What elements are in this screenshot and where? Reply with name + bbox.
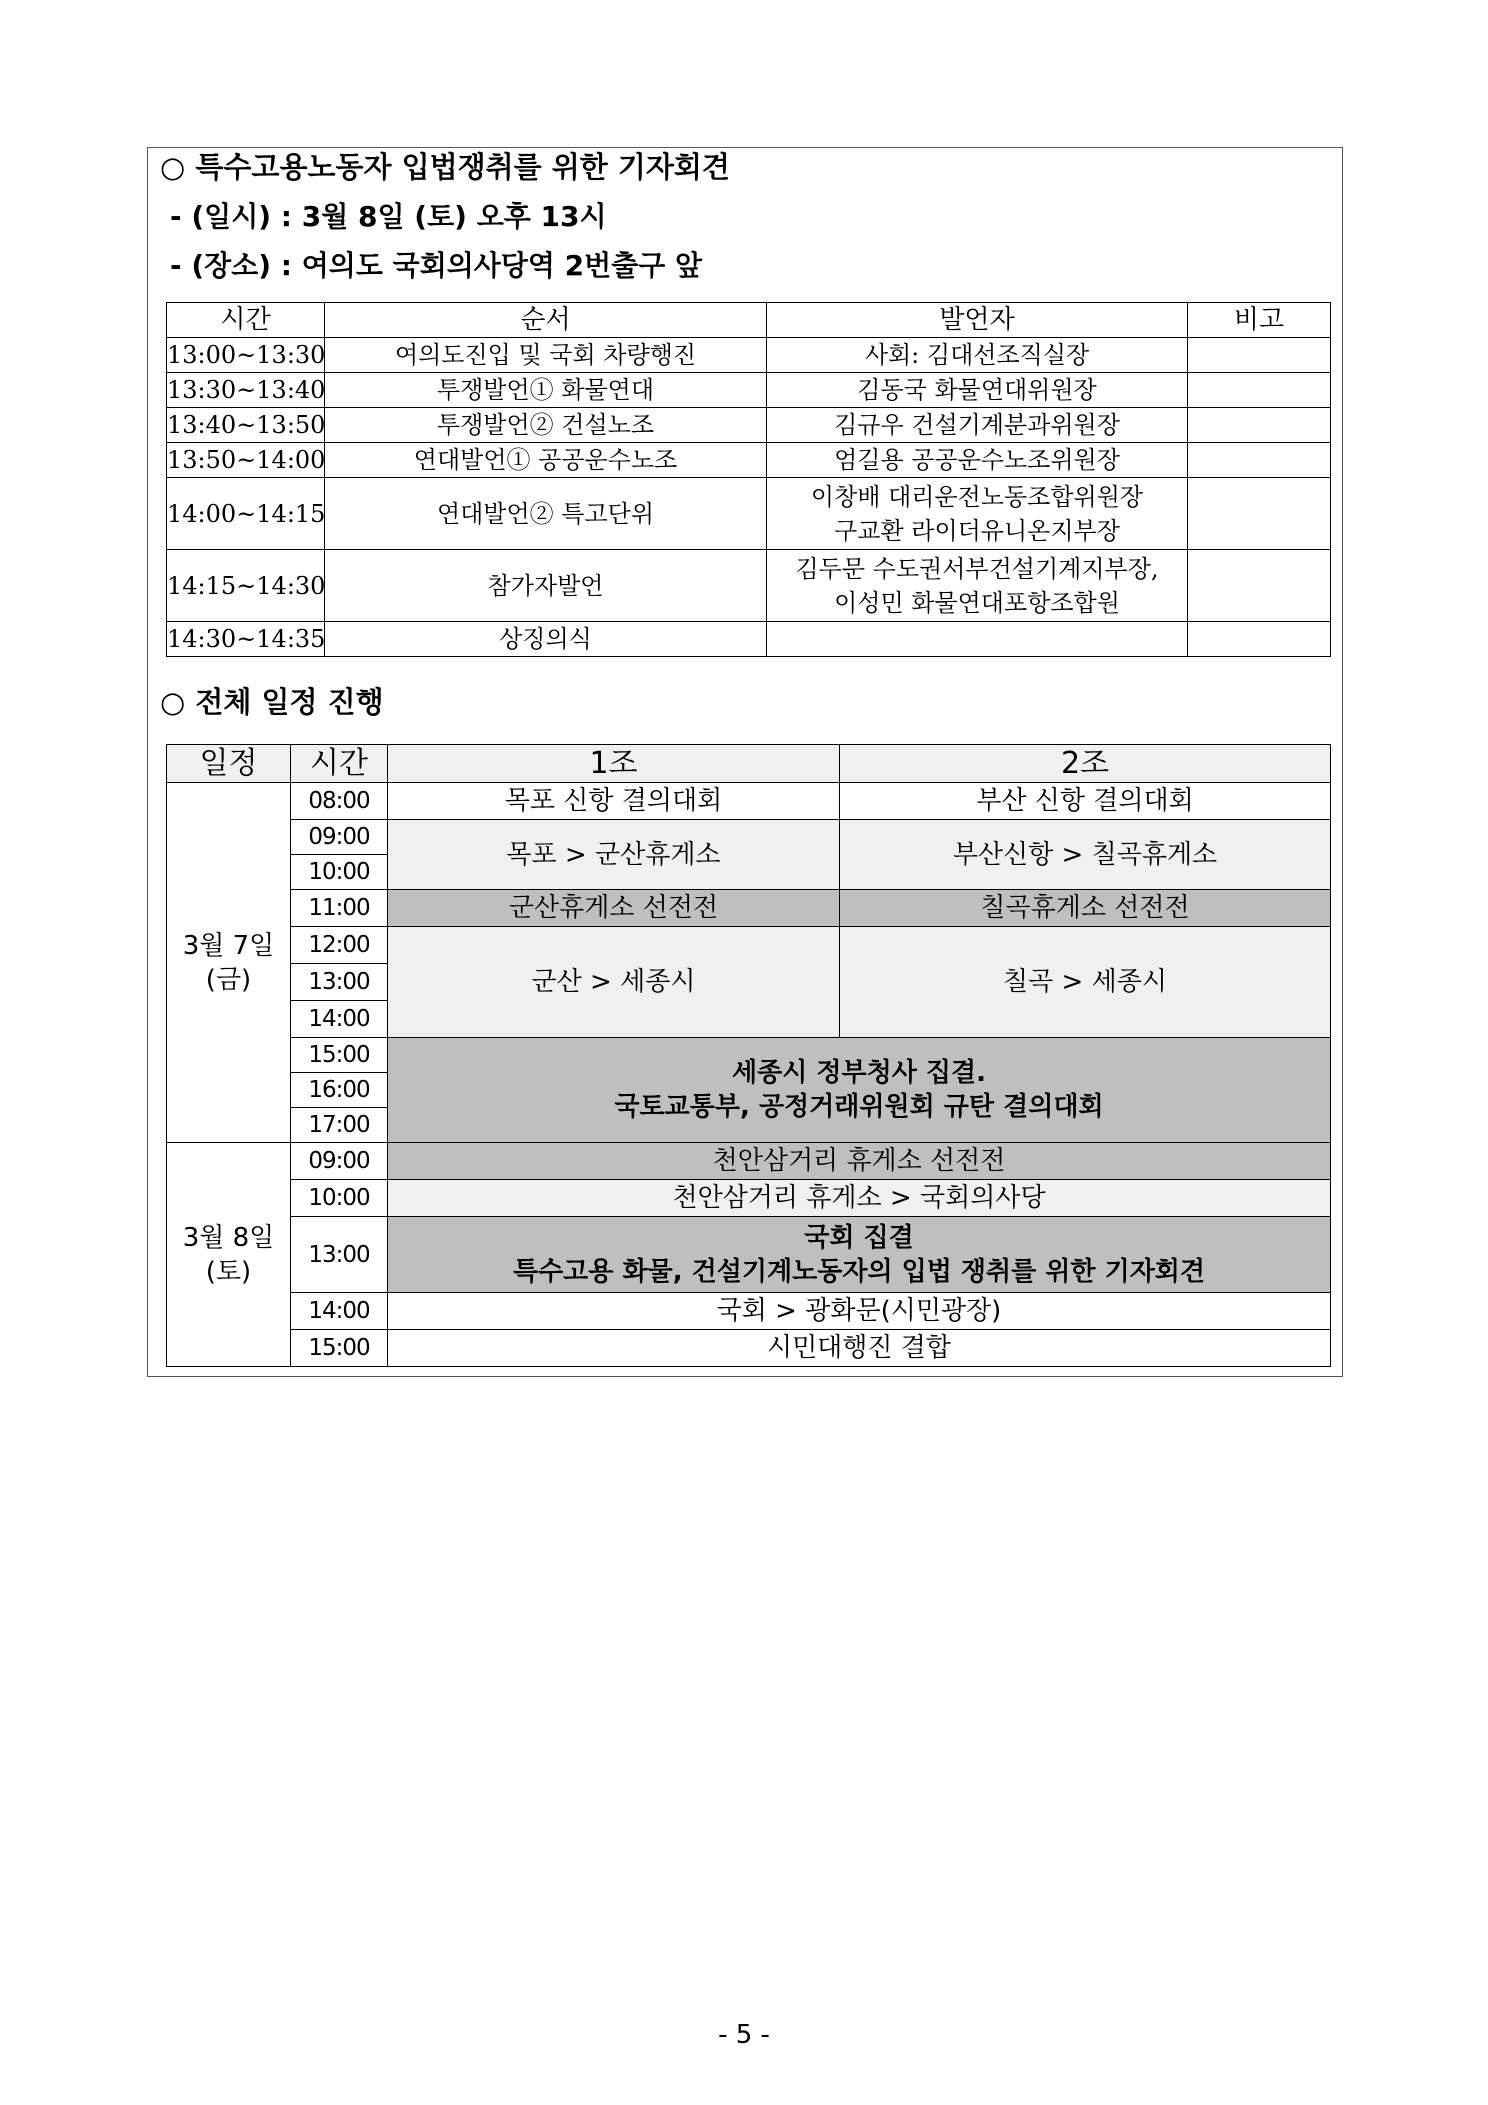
time-cell: 08:00: [291, 783, 388, 820]
joint-cell: [388, 1217, 1331, 1293]
note-cell: [1188, 443, 1331, 478]
table-row: [167, 443, 1331, 478]
table-row: [167, 478, 1331, 550]
day1-dow: (금): [205, 964, 252, 995]
table-row: [167, 890, 1331, 927]
note-cell: [1188, 408, 1331, 443]
table-row: [167, 927, 1331, 964]
note-cell: [1188, 550, 1331, 622]
table-row: [167, 338, 1331, 373]
speaker-cell: 사회: 김대선조직실장: [767, 338, 1188, 373]
table-row: [167, 550, 1331, 622]
note-cell: [1188, 622, 1331, 657]
header-speaker: 발언자: [767, 303, 1188, 338]
section-title-schedule: ○ 전체 일정 진행: [160, 685, 384, 719]
order-cell: 상징의식: [325, 622, 767, 657]
time-cell: 10:00: [291, 1180, 388, 1217]
header-order: 순서: [325, 303, 767, 338]
day1-date: 3월 7일: [182, 930, 275, 961]
speaker-line: 구교환 라이더유니온지부장: [834, 516, 1120, 545]
time-cell: 13:00: [291, 964, 388, 1001]
order-cell: 투쟁발언② 건설노조: [325, 408, 767, 443]
speaker-cell: [767, 478, 1188, 550]
time-cell: 14:30~14:35: [167, 622, 325, 657]
joint-cell: 천안삼거리 휴게소 선전전: [388, 1143, 1331, 1180]
speaker-line: 김두문 수도권서부건설기계지부장,: [795, 554, 1159, 583]
team2-cell: 칠곡 > 세종시: [840, 927, 1331, 1038]
time-cell: 13:00~13:30: [167, 338, 325, 373]
table-row: [167, 783, 1331, 820]
joint-cell: 천안삼거리 휴게소 > 국회의사당: [388, 1180, 1331, 1217]
header-date: 일정: [167, 745, 291, 783]
event-location: - (장소) : 여의도 국회의사당역 2번출구 앞: [170, 249, 703, 282]
header-team1: 1조: [388, 745, 840, 783]
header-note: 비고: [1188, 303, 1331, 338]
page-number: - 5 -: [718, 2020, 770, 2050]
table-row: [167, 1293, 1331, 1330]
joint-line: 국토교통부, 공정거래위원회 규탄 결의대회: [614, 1092, 1104, 1122]
header-time: 시간: [167, 303, 325, 338]
time-cell: 12:00: [291, 927, 388, 964]
speaker-line: 이성민 화물연대포항조합원: [834, 588, 1120, 617]
speaker-cell: 김동국 화물연대위원장: [767, 373, 1188, 408]
time-cell: 14:00~14:15: [167, 478, 325, 550]
time-cell: 13:50~14:00: [167, 443, 325, 478]
joint-cell: 시민대행진 결합: [388, 1330, 1331, 1367]
order-cell: 연대발언② 특고단위: [325, 478, 767, 550]
team1-cell: 목포 신항 결의대회: [388, 783, 840, 820]
table-row: [167, 373, 1331, 408]
time-cell: 10:00: [291, 855, 388, 890]
table-row: [167, 820, 1331, 855]
team2-cell: 칠곡휴게소 선전전: [840, 890, 1331, 927]
time-cell: 14:00: [291, 1001, 388, 1038]
time-cell: 11:00: [291, 890, 388, 927]
speaker-cell: [767, 550, 1188, 622]
speaker-cell: 엄길용 공공운수노조위원장: [767, 443, 1188, 478]
joint-cell: 국회 > 광화문(시민광장): [388, 1293, 1331, 1330]
time-cell: 16:00: [291, 1073, 388, 1108]
speaker-line: 이창배 대리운전노동조합위원장: [810, 482, 1144, 511]
speaker-cell: 김규우 건설기계분과위원장: [767, 408, 1188, 443]
schedule-header-row: [167, 745, 1331, 783]
day1-cell: [167, 783, 291, 1143]
team1-cell: 군산휴게소 선전전: [388, 890, 840, 927]
order-cell: 연대발언① 공공운수노조: [325, 443, 767, 478]
order-cell: 여의도진입 및 국회 차량행진: [325, 338, 767, 373]
time-cell: 09:00: [291, 1143, 388, 1180]
table-row: [167, 408, 1331, 443]
order-cell: 참가자발언: [325, 550, 767, 622]
day2-date: 3월 8일: [182, 1222, 275, 1253]
table-row: [167, 622, 1331, 657]
team2-cell: 부산신항 > 칠곡휴게소: [840, 820, 1331, 890]
team2-cell: 부산 신항 결의대회: [840, 783, 1331, 820]
table-row: [167, 1217, 1331, 1293]
time-cell: 13:00: [291, 1217, 388, 1293]
day2-cell: [167, 1143, 291, 1367]
event-datetime: - (일시) : 3월 8일 (토) 오후 13시: [170, 200, 607, 233]
time-cell: 13:40~13:50: [167, 408, 325, 443]
time-cell: 15:00: [291, 1038, 388, 1073]
joint-line: 특수고용 화물, 건설기계노동자의 입법 쟁취를 위한 기자회견: [512, 1256, 1206, 1287]
joint-cell: [388, 1038, 1331, 1143]
order-cell: 투쟁발언① 화물연대: [325, 373, 767, 408]
note-cell: [1188, 373, 1331, 408]
day2-dow: (토): [205, 1256, 252, 1287]
time-cell: 15:00: [291, 1330, 388, 1367]
speaker-cell: [767, 622, 1188, 657]
header-time: 시간: [291, 745, 388, 783]
time-cell: 14:00: [291, 1293, 388, 1330]
joint-line: 국회 집결: [804, 1222, 914, 1253]
time-cell: 14:15~14:30: [167, 550, 325, 622]
note-cell: [1188, 478, 1331, 550]
program-table: [166, 302, 1331, 657]
time-cell: 13:30~13:40: [167, 373, 325, 408]
team1-cell: 군산 > 세종시: [388, 927, 840, 1038]
table-row: [167, 1330, 1331, 1367]
section-title-press-conference: ○ 특수고용노동자 입법쟁취를 위한 기자회견: [160, 150, 730, 184]
program-header-row: [167, 303, 1331, 338]
table-row: [167, 1180, 1331, 1217]
time-cell: 09:00: [291, 820, 388, 855]
header-team2: 2조: [840, 745, 1331, 783]
table-row: [167, 1038, 1331, 1073]
joint-line: 세종시 정부청사 집결.: [731, 1058, 987, 1088]
note-cell: [1188, 338, 1331, 373]
team1-cell: 목포 > 군산휴게소: [388, 820, 840, 890]
time-cell: 17:00: [291, 1108, 388, 1143]
schedule-table: [166, 744, 1331, 1367]
table-row: [167, 1143, 1331, 1180]
